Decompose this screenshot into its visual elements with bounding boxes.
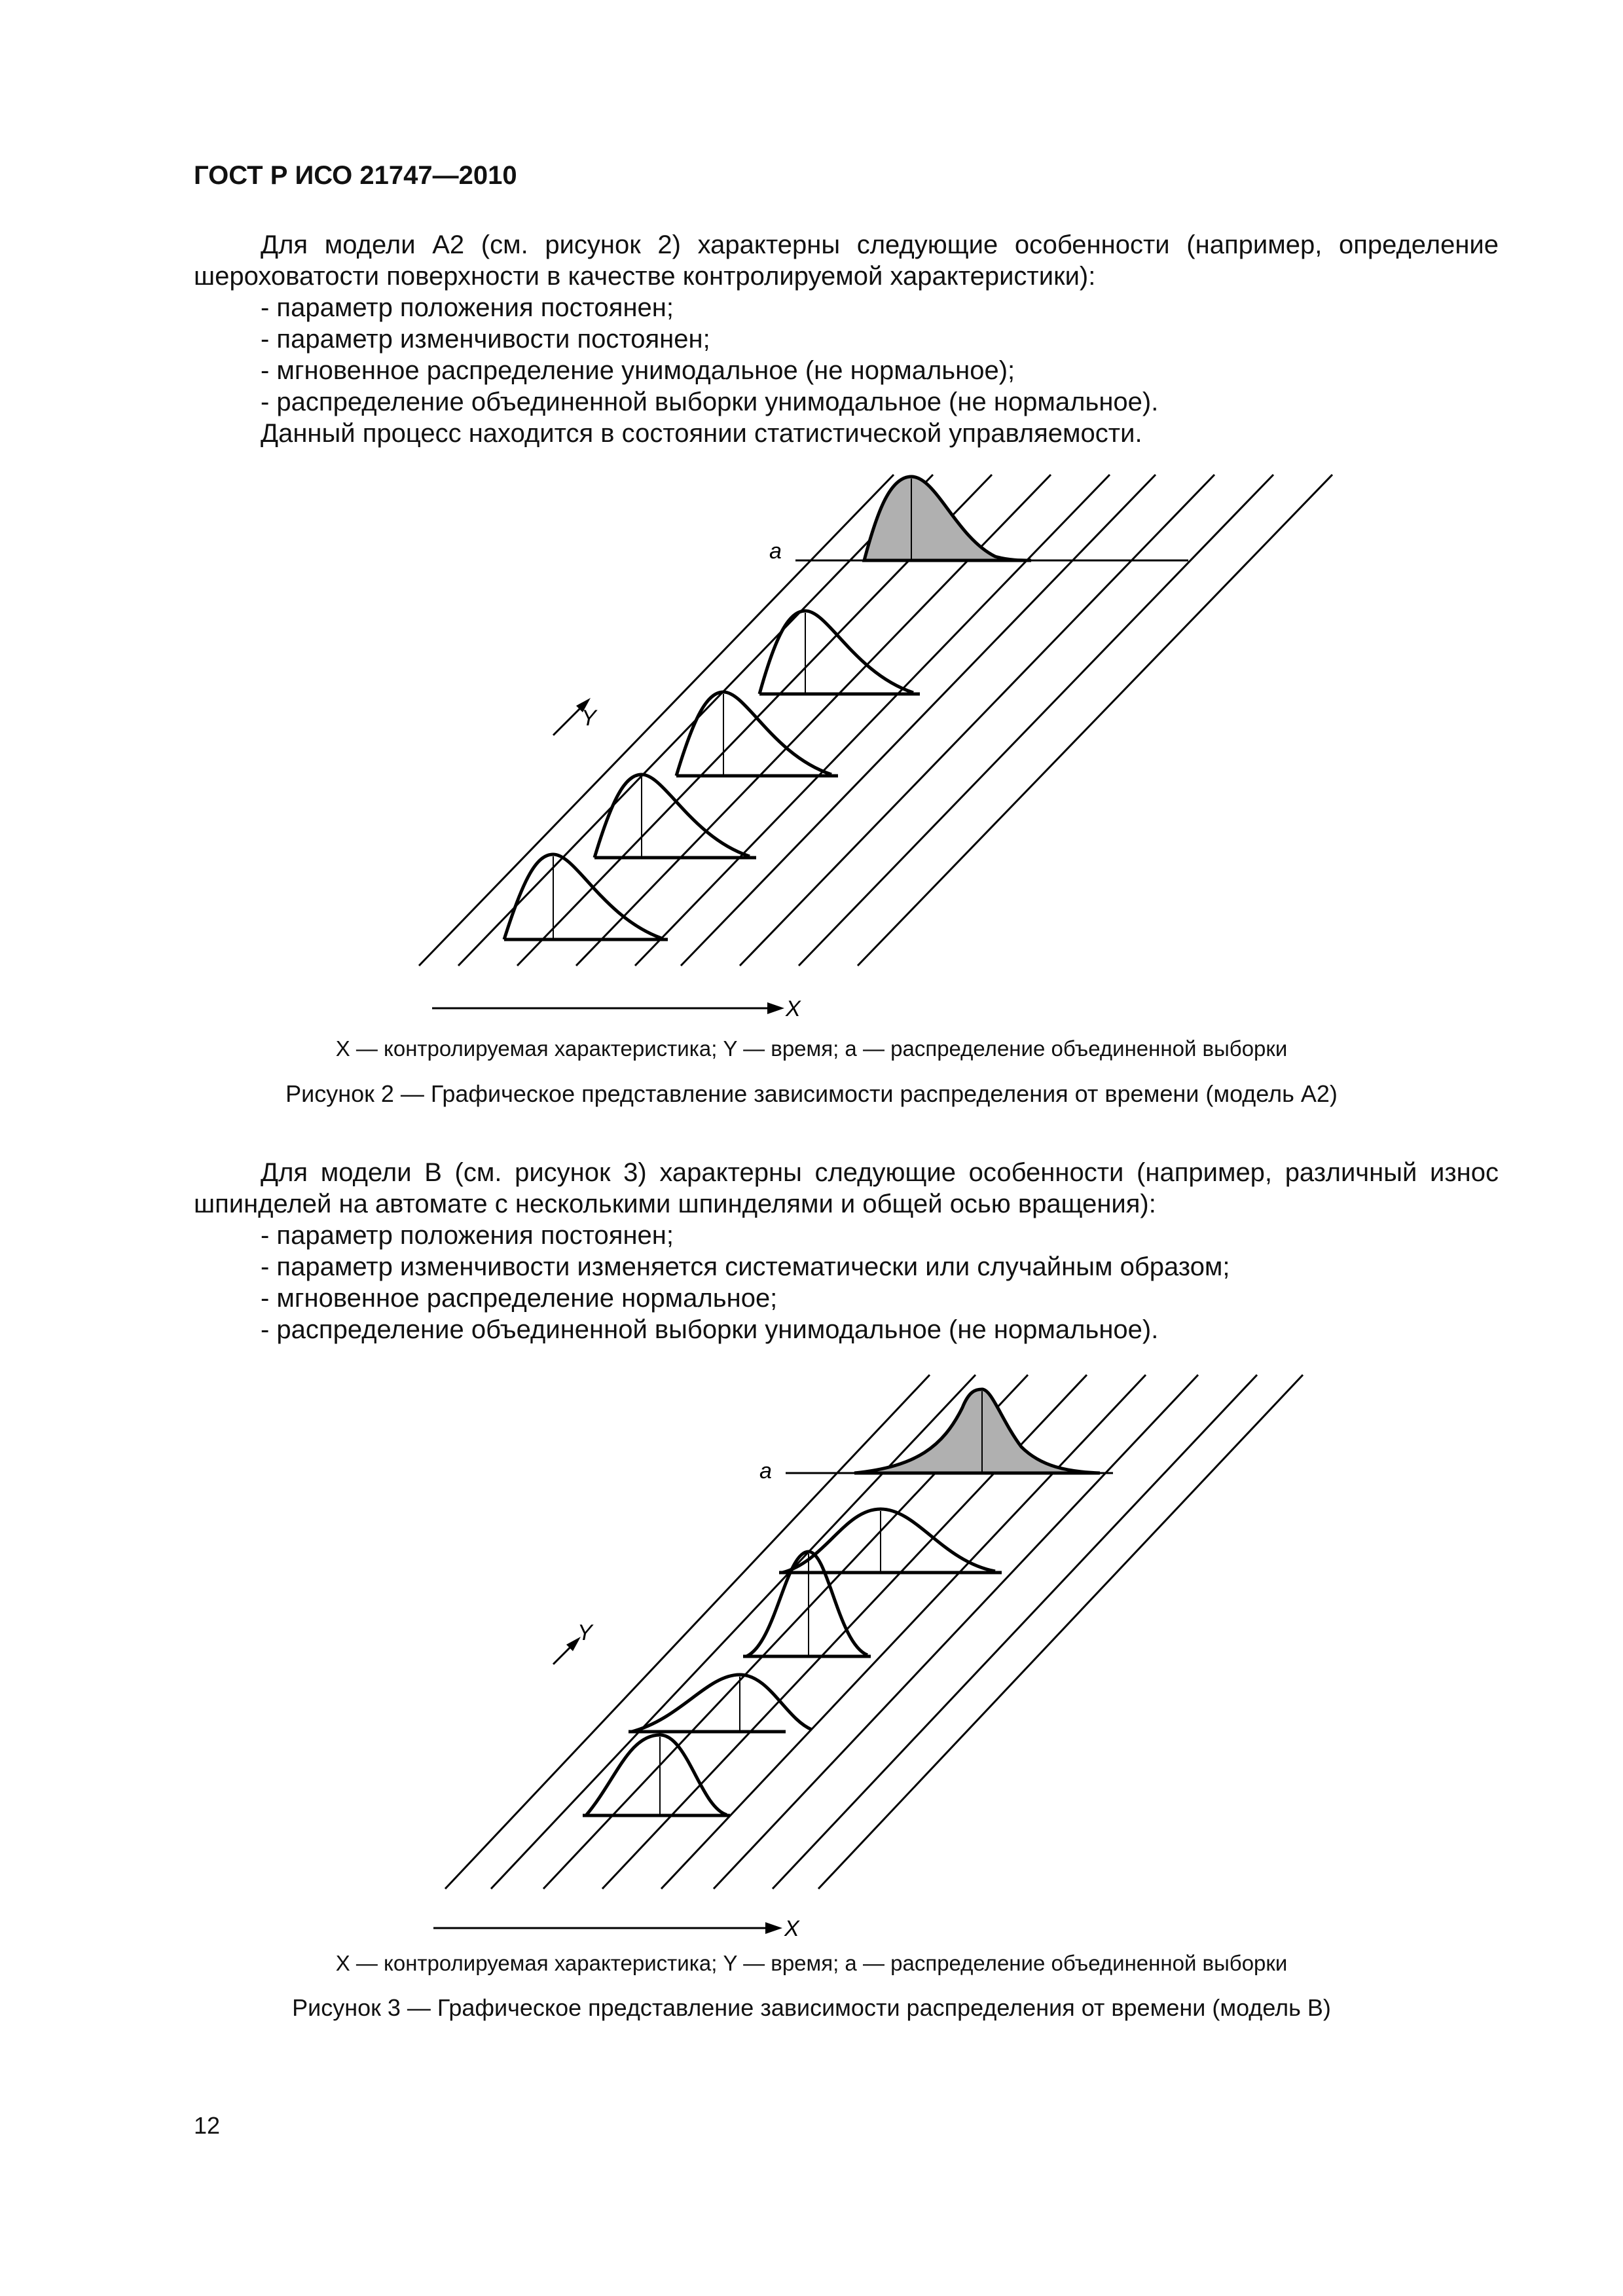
label-x: X <box>784 1916 799 1938</box>
list-item: - параметр изменчивости постоянен; <box>261 325 710 354</box>
label-x: X <box>786 996 801 1021</box>
instant-distributions <box>583 1509 1002 1815</box>
x-arrowhead-icon <box>767 1002 784 1014</box>
figure-3-diagram <box>0 1362 1623 1938</box>
x-arrowhead-icon <box>765 1922 782 1934</box>
section-b-intro: Для модели В (см. рисунок 3) характерны следующие особенности (например, различный износ шпинделей на автомате с несколькими шпинделями и общей осью вращения): <box>194 1158 1499 1218</box>
list-item: - мгновенное распределение нормальное; <box>261 1284 778 1313</box>
label-a: a <box>769 539 782 564</box>
list-item: - мгновенное распределение унимодальное (не нормальное); <box>261 356 1015 385</box>
list-item: - параметр положения постоянен; <box>261 1221 674 1250</box>
section-a2-intro: Для модели А2 (см. рисунок 2) характерны следующие особенности (например, определение шероховатости поверхности в качестве контролируемой характеристики): <box>194 230 1499 291</box>
document-header: ГОСТ Р ИСО 21747—2010 <box>194 161 517 190</box>
section-a2-text <box>194 229 1499 449</box>
figure-3-caption: Рисунок 3 — Графическое представление зависимости распределения от времени (модель В) <box>292 1994 1331 2021</box>
label-y: Y <box>577 1620 593 1645</box>
section-b-text <box>194 1157 1499 1345</box>
y-axis-arrow <box>553 706 583 735</box>
pooled-distribution-shape <box>854 1389 1100 1473</box>
list-item: - распределение объединенной выборки унимодальное (не нормальное). <box>261 388 1159 416</box>
figure-2-diagram <box>0 458 1623 1034</box>
label-a: a <box>759 1459 772 1484</box>
figure-3-legend: X — контролируемая характеристика; Y — время; a — распределение объединенной выборки <box>335 1951 1288 1975</box>
list-item: - параметр положения постоянен; <box>261 293 674 322</box>
section-a2-conclusion: Данный процесс находится в состоянии статистической управляемости. <box>261 419 1142 448</box>
label-y: Y <box>581 706 596 731</box>
page-number: 12 <box>194 2112 221 2139</box>
figure-2-caption: Рисунок 2 — Графическое представление зависимости распределения от времени (модель А2) <box>285 1080 1338 1107</box>
pooled-distribution-shape <box>864 477 1031 560</box>
list-item: - распределение объединенной выборки унимодальное (не нормальное). <box>261 1315 1159 1344</box>
instant-distributions <box>504 611 920 939</box>
figure-2-legend: X — контролируемая характеристика; Y — время; a — распределение объединенной выборки <box>335 1036 1288 1061</box>
time-grid-lines <box>445 1375 1303 1889</box>
list-item: - параметр изменчивости изменяется систематически или случайным образом; <box>261 1252 1230 1281</box>
